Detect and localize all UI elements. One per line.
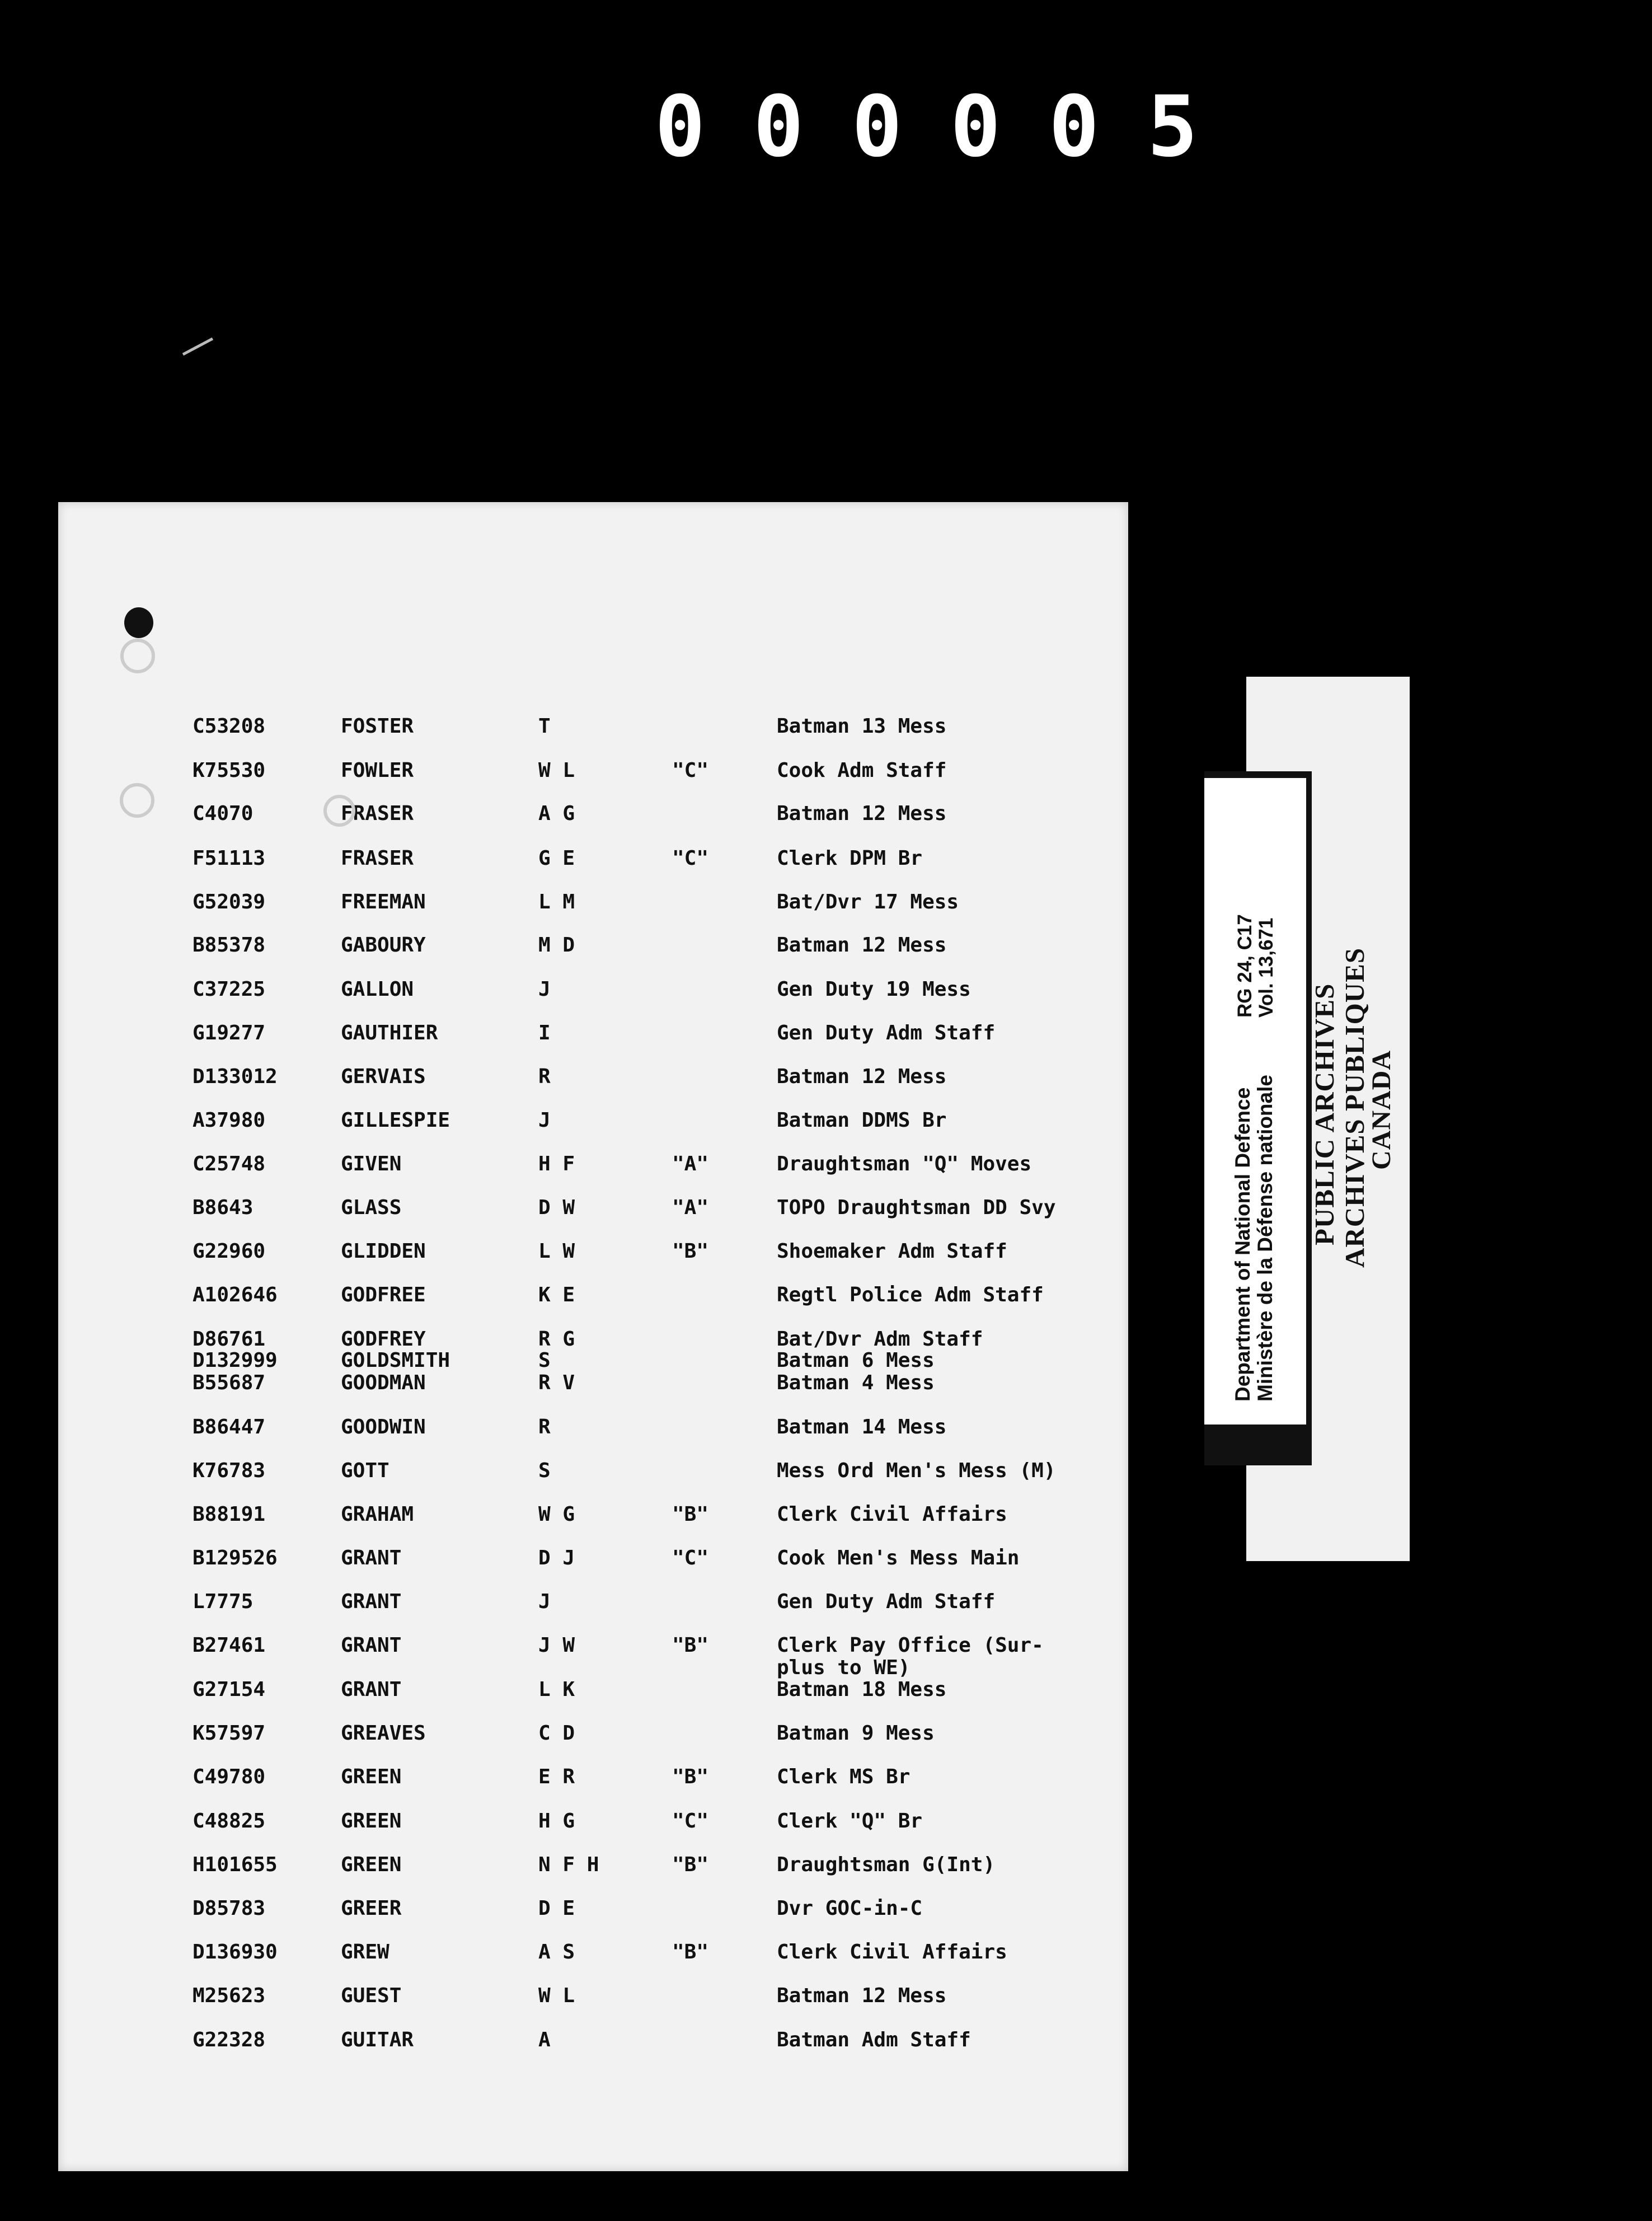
service-number: A102646 bbox=[193, 1283, 278, 1306]
surname: GREER bbox=[341, 1897, 402, 1920]
duty: Mess Ord Men's Mess (M) bbox=[777, 1459, 1056, 1482]
initials: M D bbox=[538, 934, 575, 957]
initials: D J bbox=[538, 1547, 575, 1569]
duty: TOPO Draughtsman DD Svy bbox=[777, 1196, 1056, 1219]
service-number: A37980 bbox=[193, 1109, 266, 1132]
personnel-row bbox=[58, 759, 1128, 803]
personnel-row bbox=[58, 1459, 1128, 1503]
initials: J bbox=[538, 1590, 551, 1613]
service-number: C49780 bbox=[193, 1765, 266, 1788]
service-number: G22328 bbox=[193, 2028, 266, 2051]
initials: T bbox=[538, 715, 551, 738]
duty: Batman DDMS Br bbox=[777, 1109, 947, 1132]
duty: Batman 6 Mess bbox=[777, 1349, 935, 1372]
duty: Clerk Civil Affairs bbox=[777, 1941, 1007, 1964]
duty: Clerk Pay Office (Sur- bbox=[777, 1634, 1044, 1657]
personnel-row bbox=[58, 891, 1128, 934]
initials: R bbox=[538, 1065, 551, 1088]
initials: C D bbox=[538, 1722, 575, 1745]
surname: GRANT bbox=[341, 1590, 402, 1613]
initials: R G bbox=[538, 1328, 575, 1351]
personnel-row bbox=[58, 1416, 1128, 1459]
duty: Batman 4 Mess bbox=[777, 1371, 935, 1394]
ring-mark-middle bbox=[120, 783, 154, 818]
personnel-row bbox=[58, 1984, 1128, 2028]
duty: Batman 9 Mess bbox=[777, 1722, 935, 1745]
surname: GUEST bbox=[341, 1984, 402, 2007]
frame-number bbox=[655, 78, 1214, 176]
initials: L K bbox=[538, 1678, 575, 1701]
duty: Bat/Dvr Adm Staff bbox=[777, 1328, 983, 1351]
grade: "C" bbox=[672, 1810, 709, 1833]
duty: Clerk DPM Br bbox=[777, 847, 923, 870]
initials: A S bbox=[538, 1941, 575, 1964]
service-number: D85783 bbox=[193, 1897, 266, 1920]
initials: D W bbox=[538, 1196, 575, 1219]
grade: "C" bbox=[672, 847, 709, 870]
initials: A bbox=[538, 2028, 551, 2051]
service-number: C37225 bbox=[193, 978, 266, 1001]
grade: "C" bbox=[672, 759, 709, 782]
personnel-row bbox=[58, 1722, 1128, 1765]
personnel-row bbox=[58, 1678, 1128, 1722]
surname: GOODWIN bbox=[341, 1416, 426, 1439]
ring-mark-top bbox=[120, 639, 155, 673]
initials: J bbox=[538, 1109, 551, 1132]
surname: FRASER bbox=[341, 847, 414, 870]
initials: J W bbox=[538, 1634, 575, 1657]
personnel-row bbox=[58, 1810, 1128, 1853]
duty: Gen Duty Adm Staff bbox=[777, 1590, 996, 1613]
personnel-row bbox=[58, 802, 1128, 846]
service-number: G22960 bbox=[193, 1240, 266, 1263]
frame-number-digit: 0 bbox=[852, 78, 903, 176]
service-number: C25748 bbox=[193, 1152, 266, 1175]
initials: S bbox=[538, 1349, 551, 1372]
service-number: D136930 bbox=[193, 1941, 278, 1964]
grade: "C" bbox=[672, 1547, 709, 1569]
duty: Batman 18 Mess bbox=[777, 1678, 947, 1701]
personnel-row bbox=[58, 1065, 1128, 1109]
surname: GREEN bbox=[341, 1853, 402, 1876]
surname: GRAHAM bbox=[341, 1503, 414, 1526]
duty: Batman 14 Mess bbox=[777, 1416, 947, 1439]
service-number: D132999 bbox=[193, 1349, 278, 1372]
frame-number-digit: 0 bbox=[753, 78, 804, 176]
initials: W G bbox=[538, 1503, 575, 1526]
service-number: B85378 bbox=[193, 934, 266, 957]
surname: GODFREY bbox=[341, 1328, 426, 1351]
duty: Gen Duty Adm Staff bbox=[777, 1022, 996, 1044]
initials: I bbox=[538, 1022, 551, 1044]
initials: J bbox=[538, 978, 551, 1001]
duty: Clerk MS Br bbox=[777, 1765, 911, 1788]
service-number: G19277 bbox=[193, 1022, 266, 1044]
grade: "A" bbox=[672, 1196, 709, 1219]
service-number: B129526 bbox=[193, 1547, 278, 1569]
grade: "B" bbox=[672, 1765, 709, 1788]
surname: GREW bbox=[341, 1941, 389, 1964]
personnel-row bbox=[58, 978, 1128, 1022]
service-number: D133012 bbox=[193, 1065, 278, 1088]
initials: H F bbox=[538, 1152, 575, 1175]
surname: FRASER bbox=[341, 802, 414, 825]
service-number: D86761 bbox=[193, 1328, 266, 1351]
initials: L W bbox=[538, 1240, 575, 1263]
initials: H G bbox=[538, 1810, 575, 1833]
frame-number-digit: 5 bbox=[1147, 78, 1198, 176]
ring-mark-right bbox=[323, 795, 355, 827]
duty: Shoemaker Adm Staff bbox=[777, 1240, 1007, 1263]
public-archives-english: PUBLIC ARCHIVES bbox=[1309, 983, 1340, 1245]
service-number: B8643 bbox=[193, 1196, 254, 1219]
surname: FOWLER bbox=[341, 759, 414, 782]
initials: G E bbox=[538, 847, 575, 870]
duty: Bat/Dvr 17 Mess bbox=[777, 891, 959, 913]
service-number: K75530 bbox=[193, 759, 266, 782]
personnel-row bbox=[58, 1503, 1128, 1547]
duty: Clerk "Q" Br bbox=[777, 1810, 923, 1833]
duty: Draughtsman G(Int) bbox=[777, 1853, 996, 1876]
surname: GREEN bbox=[341, 1810, 402, 1833]
personnel-row bbox=[58, 1765, 1128, 1809]
public-archives-french: ARCHIVES PUBLIQUES bbox=[1339, 947, 1370, 1268]
surname: GLIDDEN bbox=[341, 1240, 426, 1263]
service-number: B55687 bbox=[193, 1371, 266, 1394]
initials: N F H bbox=[538, 1853, 599, 1876]
personnel-row bbox=[58, 1109, 1128, 1152]
surname: GREAVES bbox=[341, 1722, 426, 1745]
initials: E R bbox=[538, 1765, 575, 1788]
frame-number-digit: 0 bbox=[1049, 78, 1100, 176]
surname: GRANT bbox=[341, 1547, 402, 1569]
department-french: Ministère de la Défense nationale bbox=[1254, 1075, 1276, 1402]
initials: R bbox=[538, 1416, 551, 1439]
surname: GOTT bbox=[341, 1459, 389, 1482]
duty: Draughtsman "Q" Moves bbox=[777, 1152, 1032, 1175]
personnel-row bbox=[58, 1196, 1128, 1240]
duty: plus to WE) bbox=[777, 1656, 911, 1679]
service-number: B27461 bbox=[193, 1634, 266, 1657]
surname: FOSTER bbox=[341, 715, 414, 738]
surname: GAUTHIER bbox=[341, 1022, 438, 1044]
duty: Cook Men's Mess Main bbox=[777, 1547, 1020, 1569]
initials: W L bbox=[538, 1984, 575, 2007]
surname: GRANT bbox=[341, 1634, 402, 1657]
grade: "B" bbox=[672, 1240, 709, 1263]
service-number: M25623 bbox=[193, 1984, 266, 2007]
personnel-row bbox=[58, 1152, 1128, 1196]
service-number: B86447 bbox=[193, 1416, 266, 1439]
surname: GERVAIS bbox=[341, 1065, 426, 1088]
duty: Batman 13 Mess bbox=[777, 715, 947, 738]
scratch-mark bbox=[182, 338, 220, 369]
surname: GRANT bbox=[341, 1678, 402, 1701]
grade: "B" bbox=[672, 1853, 709, 1876]
service-number: F51113 bbox=[193, 847, 266, 870]
surname: GUITAR bbox=[341, 2028, 414, 2051]
initials: S bbox=[538, 1459, 551, 1482]
duty: Dvr GOC-in-C bbox=[777, 1897, 923, 1920]
initials: D E bbox=[538, 1897, 575, 1920]
department-english: Department of National Defence bbox=[1231, 1087, 1254, 1402]
service-number: K76783 bbox=[193, 1459, 266, 1482]
punched-hole bbox=[124, 607, 153, 638]
initials: R V bbox=[538, 1371, 575, 1394]
service-number: C48825 bbox=[193, 1810, 266, 1833]
personnel-row bbox=[58, 1941, 1128, 1984]
initials: K E bbox=[538, 1283, 575, 1306]
surname: GILLESPIE bbox=[341, 1109, 450, 1132]
surname: GIVEN bbox=[341, 1152, 402, 1175]
service-number: C4070 bbox=[193, 802, 254, 825]
grade: "B" bbox=[672, 1941, 709, 1964]
initials: W L bbox=[538, 759, 575, 782]
personnel-row bbox=[58, 847, 1128, 891]
service-number: B88191 bbox=[193, 1503, 266, 1526]
surname: GALLON bbox=[341, 978, 414, 1001]
duty: Cook Adm Staff bbox=[777, 759, 947, 782]
duty: Regtl Police Adm Staff bbox=[777, 1283, 1044, 1306]
service-number: G27154 bbox=[193, 1678, 266, 1701]
duty: Batman 12 Mess bbox=[777, 1065, 947, 1088]
initials: L M bbox=[538, 891, 575, 913]
duty: Clerk Civil Affairs bbox=[777, 1503, 1007, 1526]
surname: GREEN bbox=[341, 1765, 402, 1788]
personnel-row bbox=[58, 1283, 1128, 1327]
surname: GOODMAN bbox=[341, 1371, 426, 1394]
service-number: G52039 bbox=[193, 891, 266, 913]
grade: "B" bbox=[672, 1634, 709, 1657]
service-number: K57597 bbox=[193, 1722, 266, 1745]
surname: GOLDSMITH bbox=[341, 1349, 450, 1372]
surname: GABOURY bbox=[341, 934, 426, 957]
volume-number: Vol. 13,671 bbox=[1255, 917, 1277, 1018]
personnel-row bbox=[58, 934, 1128, 977]
personnel-row bbox=[58, 1590, 1128, 1634]
initials: A G bbox=[538, 802, 575, 825]
personnel-row bbox=[58, 1022, 1128, 1065]
typed-page bbox=[58, 502, 1128, 2171]
personnel-row bbox=[58, 2028, 1128, 2072]
surname: GODFREE bbox=[341, 1283, 426, 1306]
personnel-row bbox=[58, 1547, 1128, 1590]
country-label: CANADA bbox=[1367, 1050, 1396, 1170]
personnel-row bbox=[58, 1371, 1128, 1415]
service-number: C53208 bbox=[193, 715, 266, 738]
surname: FREEMAN bbox=[341, 891, 426, 913]
record-group: RG 24, C17 bbox=[1234, 914, 1256, 1018]
duty: Batman 12 Mess bbox=[777, 934, 947, 957]
personnel-row bbox=[58, 1853, 1128, 1897]
duty: Batman Adm Staff bbox=[777, 2028, 971, 2051]
personnel-row bbox=[58, 1240, 1128, 1283]
surname: GLASS bbox=[341, 1196, 402, 1219]
duty: Gen Duty 19 Mess bbox=[777, 978, 971, 1001]
duty: Batman 12 Mess bbox=[777, 802, 947, 825]
personnel-row bbox=[58, 1897, 1128, 1941]
duty: Batman 12 Mess bbox=[777, 1984, 947, 2007]
grade: "A" bbox=[672, 1152, 709, 1175]
grade: "B" bbox=[672, 1503, 709, 1526]
personnel-row bbox=[58, 715, 1128, 758]
service-number: H101655 bbox=[193, 1853, 278, 1876]
frame-number-digit: 0 bbox=[655, 78, 706, 176]
service-number: L7775 bbox=[193, 1590, 254, 1613]
frame-number-digit: 0 bbox=[950, 78, 1001, 176]
